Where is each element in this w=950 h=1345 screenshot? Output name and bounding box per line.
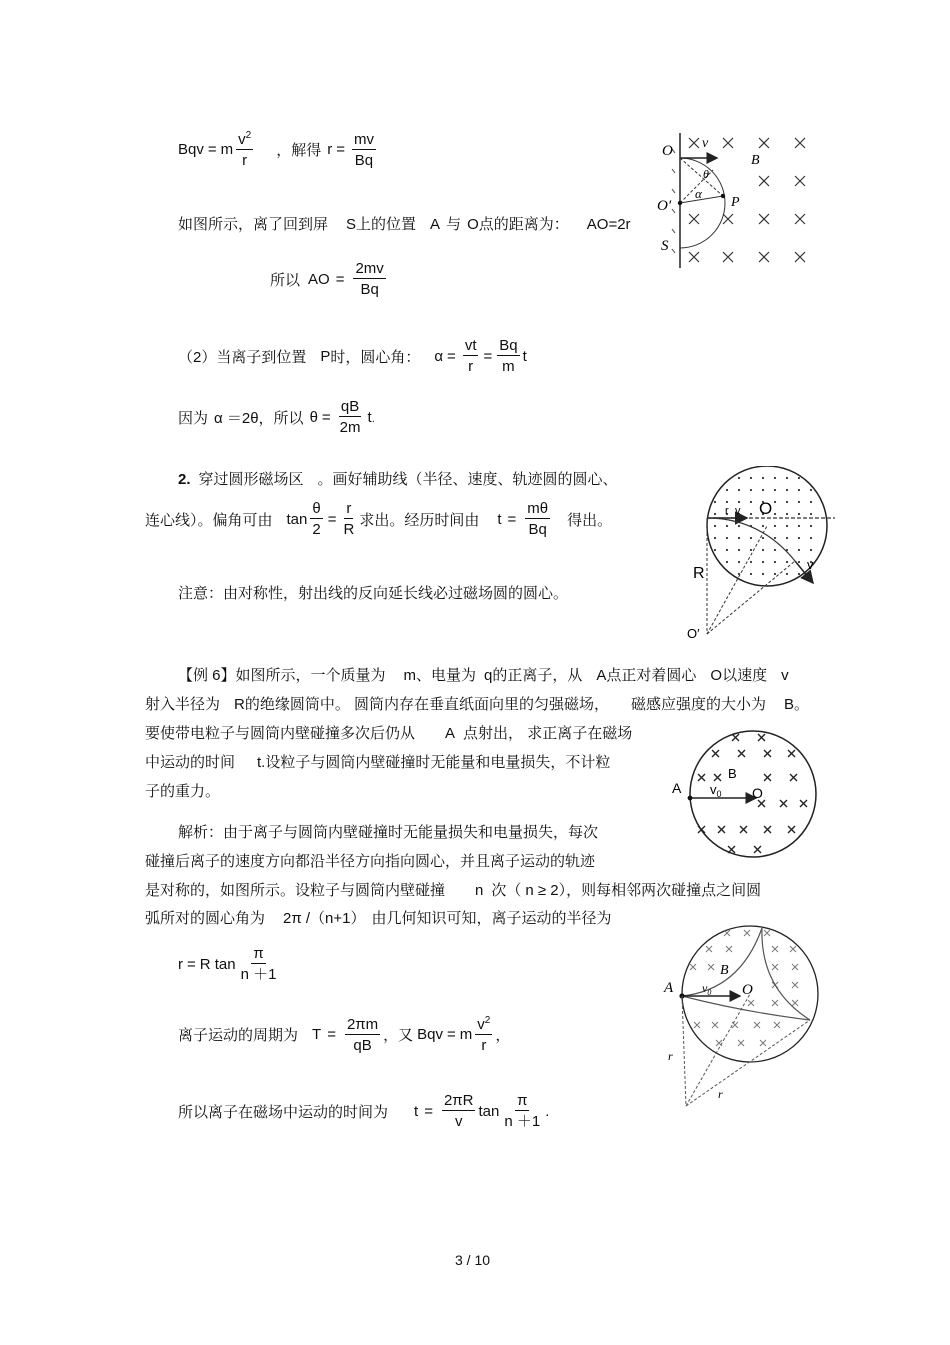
bqv: Bqv	[417, 1026, 444, 1044]
prefix: 因为	[178, 409, 209, 427]
den2: m	[502, 358, 515, 376]
figure-2-circular-field	[685, 466, 835, 644]
num: π	[251, 945, 265, 964]
label-B: B	[720, 963, 729, 978]
den: qB	[353, 1036, 372, 1054]
v: v	[781, 667, 789, 684]
num: 2πm	[345, 1016, 380, 1035]
den-r: r	[242, 152, 248, 170]
eq-lorentz	[178, 130, 379, 170]
label-theta: θ	[703, 167, 709, 181]
end: 得出。	[567, 511, 613, 529]
label-v0: $v_0$	[710, 782, 722, 799]
ex6-line5: 子的重力。	[145, 783, 221, 800]
b: 、电量为	[416, 667, 477, 684]
theta: θ	[309, 408, 318, 426]
a: 弧所对的圆心角为	[145, 910, 266, 927]
mid: 求出。经历时间由	[359, 511, 480, 529]
num: 2πR	[442, 1092, 476, 1111]
figure-3-cylinder	[670, 726, 825, 862]
label-O: O	[752, 785, 763, 801]
analysis-line3	[145, 879, 761, 900]
tan: tan	[478, 1102, 500, 1120]
analysis-line1: 解析：由于离子与圆筒内壁碰撞时无能量损失和电量损失，每次	[178, 824, 599, 841]
page-number: 3 / 10	[455, 1252, 491, 1268]
t: t	[414, 1102, 419, 1120]
suffix: t	[367, 408, 372, 426]
label-B: B	[728, 766, 737, 781]
eq-alpha: （2）当离子到位置 P 时，圆心角： α = $\frac{vt}{r}$ = $\frac{Bq}{m}$ t	[178, 337, 527, 376]
tan: tan	[286, 510, 308, 528]
eq-theta: 因为 α ＝2θ ，所以 θ = $\frac{qB}{2m}$ t .	[178, 398, 375, 437]
num: qB	[339, 398, 361, 417]
m: m	[403, 667, 417, 684]
num: r	[344, 500, 353, 519]
den1: r	[468, 358, 474, 376]
eq-lhs: Bqv	[178, 141, 204, 159]
eq-ao: 所以 AO = $\frac{2mv}{Bq}$	[270, 260, 384, 299]
frac-r-R	[341, 500, 356, 539]
eq-time: 所以离子在磁场中运动的时间为 t = $\frac{2\pi R}{v}$ tan $\frac{\pi}{n +1}$ .	[178, 1092, 550, 1131]
label-O: O	[742, 982, 753, 998]
num2: Bq	[497, 337, 519, 356]
t-a: A	[430, 216, 441, 233]
label-O: O	[759, 499, 773, 518]
q: q	[484, 667, 493, 684]
label-A: A	[664, 980, 674, 996]
label-v0: $v_0$	[702, 981, 712, 997]
label-O-bottom: O′	[687, 626, 700, 641]
frac-vt-r	[463, 337, 479, 376]
eq-sign: =	[207, 141, 217, 159]
sec-title: 穿过圆形磁场区	[198, 471, 304, 488]
frac-pi-n1-2	[502, 1092, 542, 1131]
label-O: O	[662, 143, 673, 159]
t-o: O	[467, 216, 479, 233]
den: n ＋1	[504, 1113, 541, 1131]
a: 是对称的，如图所示。设粒子与圆筒内壁碰撞	[145, 882, 446, 899]
rhs: R tan	[199, 955, 236, 973]
frac-v2-r-2	[475, 1015, 492, 1055]
sec2-note: 注意：由对称性，射出线的反向延长线必过磁场圆的圆心。	[178, 585, 569, 602]
label: 所以离子在磁场中运动的时间为	[178, 1103, 389, 1121]
label-O-prime: O′	[657, 198, 672, 214]
b: 设粒子与圆筒内壁碰撞时无能量和电量损失，不计粒	[265, 754, 611, 771]
field-crosses	[689, 138, 805, 262]
frac-theta-2	[310, 500, 322, 539]
solve-text: ，解得	[276, 142, 322, 160]
ex6-line1	[178, 664, 789, 685]
label-v-inner: v	[735, 505, 741, 517]
den: Bq	[360, 281, 379, 299]
eq-sign-2: =	[336, 141, 345, 159]
analysis-line2: 碰撞后离子的速度方向都沿半径方向指向圆心，并且离子运动的轨迹	[145, 853, 596, 870]
text2: 时，圆心角：	[330, 348, 421, 366]
den: n ＋1	[240, 966, 277, 984]
frac-pi-n1	[239, 945, 279, 984]
label-r-left: r	[668, 1049, 673, 1063]
frac-v2-r	[236, 130, 253, 170]
b: 次（	[491, 882, 522, 899]
num: 2mv	[353, 260, 385, 279]
c: ），则每相邻两次碰撞点之间圆	[558, 882, 762, 899]
d: 点正对着圆心	[606, 667, 697, 684]
R: R	[234, 696, 245, 713]
t: t	[522, 347, 527, 365]
period: .	[371, 412, 375, 425]
ex6-line3	[145, 722, 632, 743]
eq-m: m	[220, 141, 234, 159]
t4: 点的距离为：	[478, 216, 569, 233]
num-v: v	[238, 131, 246, 148]
e: 以速度	[722, 667, 768, 684]
b: 的绝缘圆筒中。 圆筒内存在垂直纸面向里的匀强磁场，	[244, 696, 610, 713]
alpha: α	[434, 347, 444, 365]
den: Bq	[528, 521, 547, 539]
num1: vt	[463, 337, 479, 356]
frac-2pir-v	[442, 1092, 476, 1131]
label: 离子运动的周期为	[178, 1027, 299, 1045]
frac-bq-m	[497, 337, 519, 376]
eq-radius: r = R tan $\frac{\pi}{n +1}$	[178, 945, 277, 984]
num-mv: mv	[352, 131, 376, 150]
ex6-line4	[145, 751, 610, 772]
comma: ，	[495, 1027, 511, 1045]
label-r: r	[725, 505, 729, 517]
c: 磁感应强度的大小为	[631, 696, 767, 713]
cond: n ≥ 2	[525, 882, 559, 899]
o: O	[710, 667, 723, 684]
t-s: S	[346, 216, 357, 233]
den: r	[481, 1037, 487, 1055]
sec2-title	[178, 468, 618, 489]
n: n	[475, 882, 484, 899]
val: 2π /（n+1）	[283, 910, 366, 927]
b: 由几何知识可知，离子运动的半径为	[371, 910, 612, 927]
A: A	[445, 725, 456, 742]
a: 中运动的时间	[145, 754, 236, 771]
dot: .	[545, 1102, 550, 1120]
label-v: v	[807, 557, 814, 572]
label-S: S	[661, 238, 669, 254]
den-bq: Bq	[354, 151, 374, 169]
t3: 与	[446, 216, 462, 233]
also: ，又	[383, 1027, 414, 1045]
m: m	[459, 1026, 473, 1044]
label-r-bottom: r	[718, 1087, 723, 1101]
label-v: v	[702, 136, 709, 151]
b: 点射出， 求正离子在磁场	[463, 725, 633, 742]
num: π	[515, 1092, 529, 1111]
figure-4-trajectory	[660, 922, 820, 1112]
sup-2: 2	[245, 130, 252, 141]
sup: 2	[484, 1015, 491, 1026]
label-A: A	[672, 780, 682, 796]
frac-2pim-qb	[345, 1016, 380, 1055]
pre: 连心线）。偏角可由	[145, 511, 273, 529]
t: t.	[257, 754, 266, 771]
lhs: AO	[308, 270, 330, 288]
den: 2	[312, 521, 321, 539]
ex6-line2	[145, 693, 809, 714]
label-R: R	[693, 565, 705, 582]
label-P: P	[731, 195, 740, 210]
ao-value: AO=2r	[586, 216, 631, 233]
frac-qb-2m	[338, 398, 363, 437]
pt-a: A	[596, 667, 607, 684]
B: B。	[784, 696, 810, 713]
den: 2m	[339, 419, 361, 437]
t2: 上的位置	[356, 216, 417, 233]
a: 要使带电粒子与圆筒内壁碰撞多次后仍从	[145, 725, 416, 742]
num: mθ	[525, 500, 550, 519]
label-B: B	[751, 153, 760, 168]
den: v	[454, 1113, 463, 1131]
prefix: 所以	[270, 271, 301, 289]
T: T	[312, 1026, 322, 1044]
sec-num: 2.	[178, 471, 191, 488]
frac-mtheta-bq	[525, 500, 550, 539]
figure-1-semicircle	[655, 128, 820, 276]
analysis-line4	[145, 907, 612, 928]
lhs: r	[178, 955, 183, 973]
prefix: （2）当离子到位置	[178, 348, 307, 366]
den: R	[343, 521, 355, 539]
text2: ，所以	[258, 409, 304, 427]
alpha-eq: α ＝2θ	[214, 409, 259, 427]
c: 的正离子，从	[492, 667, 583, 684]
p: P	[320, 347, 331, 365]
field-dots	[714, 477, 812, 575]
frac-mv-bq	[352, 131, 376, 170]
r-lhs: r	[327, 141, 333, 159]
num: θ	[310, 500, 322, 519]
eq-period: 离子运动的周期为 T = $\frac{2\pi m}{qB}$ ，又 Bqv = m $\frac{v^2}{r}$ ，	[178, 1015, 511, 1055]
num-v: v	[477, 1016, 485, 1033]
a: 射入半径为	[145, 696, 221, 713]
frac-2mv-bq	[353, 260, 385, 299]
t-lhs: t	[497, 510, 502, 528]
sec2-formula-line: 连心线）。偏角可由 tan $\frac{\theta}{2}$ = $\frac{r}{R}$ 求出。经历时间由 t = $\frac{m\theta}{Bq}$ 得出。	[145, 500, 613, 539]
ao-distance-line	[178, 213, 631, 234]
t1: 如图所示，离了回到屏	[178, 216, 329, 233]
label-alpha: α	[695, 186, 702, 201]
a: 【例 6】如图所示，一个质量为	[178, 667, 386, 684]
sec-rest: 。画好辅助线（半径、速度、轨迹圆的圆心、	[317, 471, 618, 488]
